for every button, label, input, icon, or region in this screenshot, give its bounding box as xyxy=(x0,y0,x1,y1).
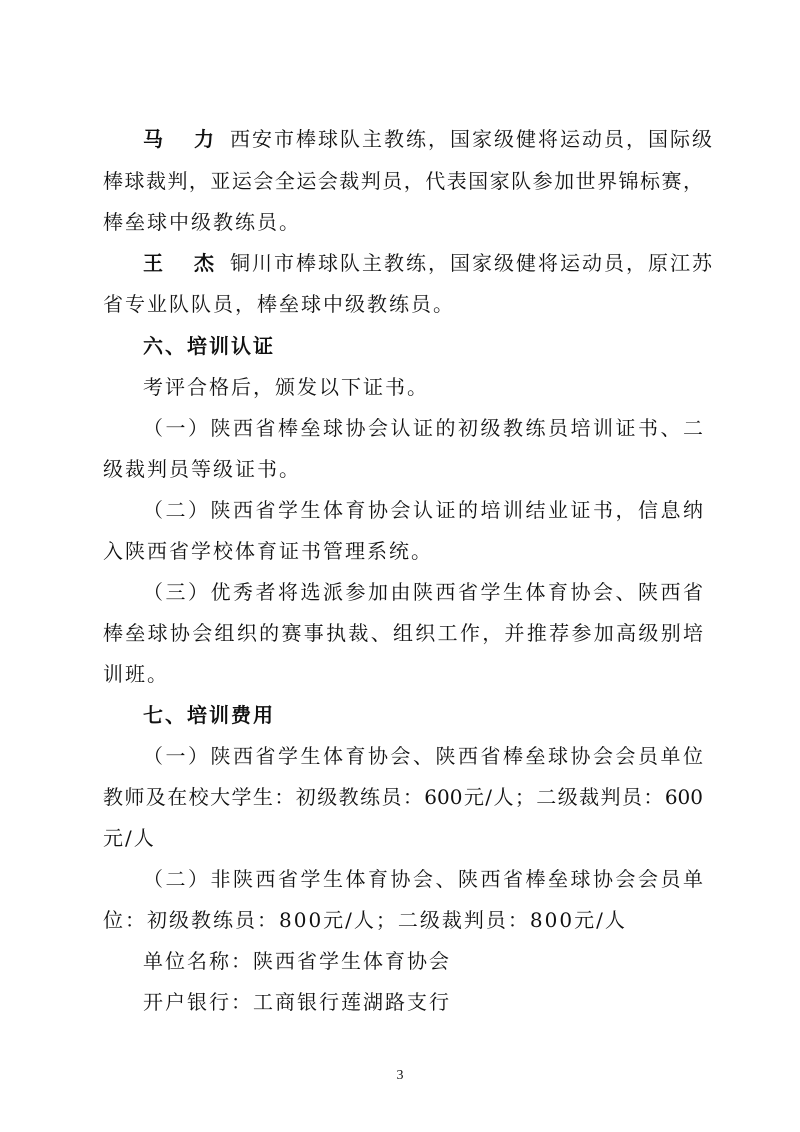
section7-item2-line2: 位：初级教练员：800元/人；二级裁判员：800元/人 xyxy=(103,908,627,932)
unit-name: 单位名称：陕西省学生体育协会 xyxy=(143,949,451,973)
bio-wangjie-line1 xyxy=(143,248,714,278)
section7-item1-line1: （一）陕西省学生体育协会、陕西省棒垒球协会会员单位 xyxy=(143,744,703,768)
section7-item1-line2: 教师及在校大学生：初级教练员：600元/人；二级裁判员：600 xyxy=(103,785,703,809)
bio-mali-line1 xyxy=(143,124,714,154)
section6-item3-line1: （三）优秀者将选派参加由陕西省学生体育协会、陕西省 xyxy=(143,580,703,604)
section6-item2-line2: 入陕西省学校体育证书管理系统。 xyxy=(103,539,433,563)
section7-item1-line3: 元/人 xyxy=(103,826,156,850)
bio-name: 王 杰 xyxy=(143,251,226,275)
bio-mali-line3: 棒垒球中级教练员。 xyxy=(103,210,301,234)
section-heading-fees: 七、培训费用 xyxy=(143,703,275,727)
section6-item3-line2: 棒垒球协会组织的赛事执裁、组织工作，并推荐参加高级别培 xyxy=(103,621,703,645)
section6-item3-line3: 训班。 xyxy=(103,662,169,686)
bio-text: 西安市棒球队主教练，国家级健将运动员，国际级 xyxy=(229,127,714,151)
section6-item2-line1: （二）陕西省学生体育协会认证的培训结业证书，信息纳 xyxy=(143,498,703,522)
section6-item1-line1: （一）陕西省棒垒球协会认证的初级教练员培训证书、二 xyxy=(143,416,703,440)
section6-item1-line2: 级裁判员等级证书。 xyxy=(103,457,301,481)
bank-name: 开户银行：工商银行莲湖路支行 xyxy=(143,990,451,1014)
bio-text: 铜川市棒球队主教练，国家级健将运动员，原江苏 xyxy=(229,251,714,275)
bio-wangjie-line2: 省专业队队员，棒垒球中级教练员。 xyxy=(103,292,455,316)
section7-item2-line1: （二）非陕西省学生体育协会、陕西省棒垒球协会会员单 xyxy=(143,867,703,891)
page-number: 3 xyxy=(396,1068,404,1083)
section6-intro: 考评合格后，颁发以下证书。 xyxy=(143,375,429,399)
section-heading-certification: 六、培训认证 xyxy=(143,334,275,358)
bio-mali-line2: 棒球裁判，亚运会全运会裁判员，代表国家队参加世界锦标赛， xyxy=(103,169,703,193)
bio-name: 马 力 xyxy=(143,127,226,151)
